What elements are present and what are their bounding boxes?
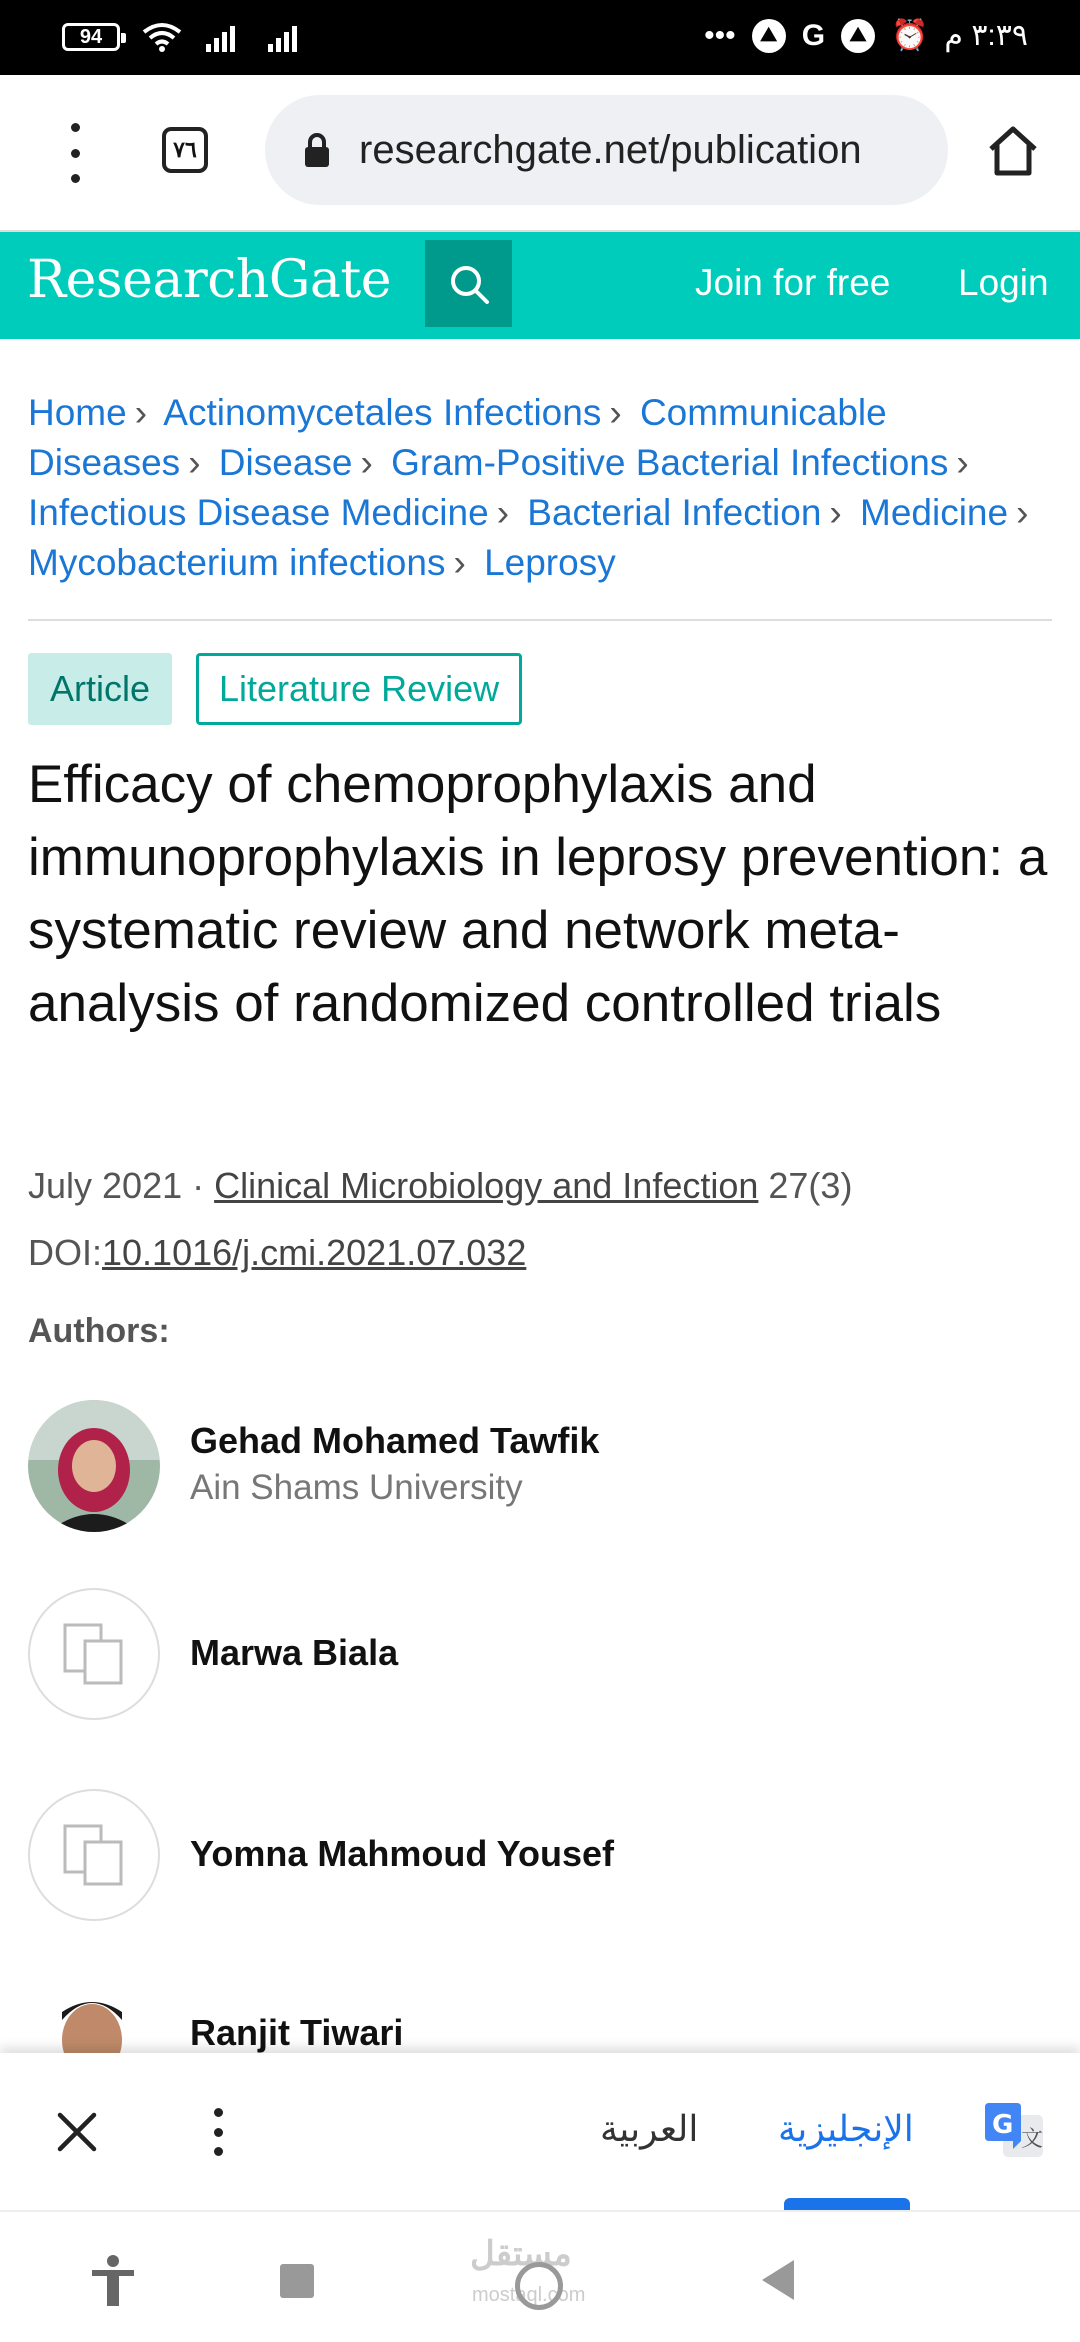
- breadcrumb-link[interactable]: Mycobacterium infections: [28, 542, 446, 583]
- breadcrumb-link[interactable]: Gram-Positive Bacterial Infections: [391, 442, 949, 483]
- source-language-tab[interactable]: العربية: [600, 2108, 699, 2149]
- journal-volume: 27(3): [758, 1165, 853, 1206]
- browser-toolbar: [0, 75, 1080, 230]
- url-text: researchgate.net/publication: [359, 127, 862, 172]
- join-button[interactable]: Join for free: [695, 262, 891, 303]
- translate-bar: [0, 2053, 1080, 2210]
- chevron-right-icon: ›: [1016, 492, 1029, 533]
- divider: [28, 619, 1052, 621]
- avatar-placeholder-icon[interactable]: [28, 1588, 160, 1720]
- system-nav-bar: [0, 2210, 1080, 2342]
- author-affiliation: Ain Shams University: [190, 1468, 523, 1507]
- tab-count: ٧٦: [173, 137, 197, 162]
- status-bar: [0, 0, 1080, 75]
- author-item[interactable]: [28, 1400, 1048, 1532]
- researchgate-logo[interactable]: ResearchGate: [27, 250, 392, 310]
- address-bar[interactable]: [265, 95, 948, 205]
- status-time: ٣:٣٩ م: [944, 19, 1028, 52]
- battery-level: 94: [79, 25, 103, 48]
- journal-link[interactable]: Clinical Microbiology and Infection: [214, 1165, 759, 1206]
- alarm-icon: ⏰: [891, 19, 929, 52]
- svg-text:G: G: [992, 2110, 1014, 2140]
- watermark-url: mostaql.com: [472, 2284, 586, 2306]
- publication-meta: [28, 1165, 852, 1207]
- more-icon: •••: [704, 18, 736, 52]
- breadcrumb: [28, 388, 1048, 588]
- battery-icon: [62, 23, 120, 51]
- breadcrumb-link[interactable]: Infectious Disease Medicine: [28, 492, 489, 533]
- breadcrumb-link[interactable]: Leprosy: [484, 542, 616, 583]
- category-badge[interactable]: Literature Review: [196, 653, 522, 725]
- chevron-right-icon: ›: [360, 442, 373, 483]
- doi-line: [28, 1232, 526, 1274]
- chevron-right-icon: ›: [956, 442, 969, 483]
- chevron-right-icon: ›: [188, 442, 201, 483]
- accessibility-icon[interactable]: [88, 2254, 138, 2308]
- publication-date: July 2021 ·: [28, 1165, 215, 1206]
- lock-icon: [303, 132, 331, 168]
- search-button[interactable]: [425, 240, 512, 327]
- recents-button[interactable]: [280, 2264, 314, 2298]
- chevron-right-icon: ›: [134, 392, 148, 433]
- author-item[interactable]: [28, 1588, 1048, 1720]
- translate-menu-icon[interactable]: [212, 2108, 224, 2156]
- wifi-icon: [142, 22, 182, 52]
- chevron-right-icon: ›: [829, 492, 842, 533]
- doi-link[interactable]: 10.1016/j.cmi.2021.07.032: [102, 1232, 527, 1273]
- home-button[interactable]: [515, 2262, 563, 2310]
- article-type-badge: Article: [28, 653, 172, 725]
- home-icon[interactable]: [985, 123, 1041, 179]
- breadcrumb-link[interactable]: Home: [28, 392, 127, 433]
- svg-text:文: 文: [1021, 2127, 1044, 2152]
- watermark: مستقل: [470, 2235, 572, 2273]
- back-button[interactable]: [762, 2260, 794, 2300]
- author-name[interactable]: Yomna Mahmoud Yousef: [190, 1833, 615, 1874]
- chevron-right-icon: ›: [609, 392, 622, 433]
- author-name[interactable]: Marwa Biala: [190, 1632, 399, 1673]
- article-title: Efficacy of chemoprophylaxis and immunoprophylaxis in leprosy prevention: a systematic review and network meta-analysis of randomized controlled trials: [28, 755, 1048, 1033]
- breadcrumb-link[interactable]: Bacterial Infection: [527, 492, 822, 533]
- signal-icon: [204, 22, 244, 52]
- google-icon: G: [801, 18, 826, 52]
- tab-switcher-button[interactable]: [162, 127, 208, 173]
- search-icon: [447, 262, 491, 306]
- login-button[interactable]: Login: [958, 262, 1049, 303]
- author-item[interactable]: [28, 1789, 1048, 1921]
- breadcrumb-link[interactable]: Disease: [218, 442, 353, 483]
- author-item[interactable]: [28, 1990, 1048, 2053]
- doi-label: DOI:: [28, 1232, 103, 1273]
- breadcrumb-link[interactable]: Communicable Diseases: [28, 392, 887, 483]
- chevron-right-icon: ›: [496, 492, 510, 533]
- breadcrumb-link[interactable]: Medicine: [860, 492, 1009, 533]
- close-icon[interactable]: [56, 2111, 98, 2153]
- authors-heading: Authors:: [28, 1312, 170, 1350]
- avatar[interactable]: [28, 1400, 160, 1532]
- active-tab-indicator: [784, 2198, 910, 2210]
- app-icon: ⛰: [752, 19, 786, 53]
- app-icon: ⛰: [841, 19, 875, 53]
- avatar[interactable]: [52, 1990, 132, 2053]
- author-name[interactable]: Ranjit Tiwari: [190, 2012, 404, 2053]
- author-name[interactable]: Gehad Mohamed Tawfik: [190, 1420, 600, 1461]
- target-language-tab[interactable]: الإنجليزية: [778, 2108, 914, 2149]
- browser-menu-icon[interactable]: [60, 123, 90, 183]
- chevron-right-icon: ›: [453, 542, 466, 583]
- site-header: [0, 230, 1080, 339]
- signal-icon: [266, 22, 306, 52]
- avatar-placeholder-icon[interactable]: [28, 1789, 160, 1921]
- google-translate-icon[interactable]: [983, 2101, 1045, 2163]
- breadcrumb-link[interactable]: Actinomycetales Infections: [163, 392, 602, 433]
